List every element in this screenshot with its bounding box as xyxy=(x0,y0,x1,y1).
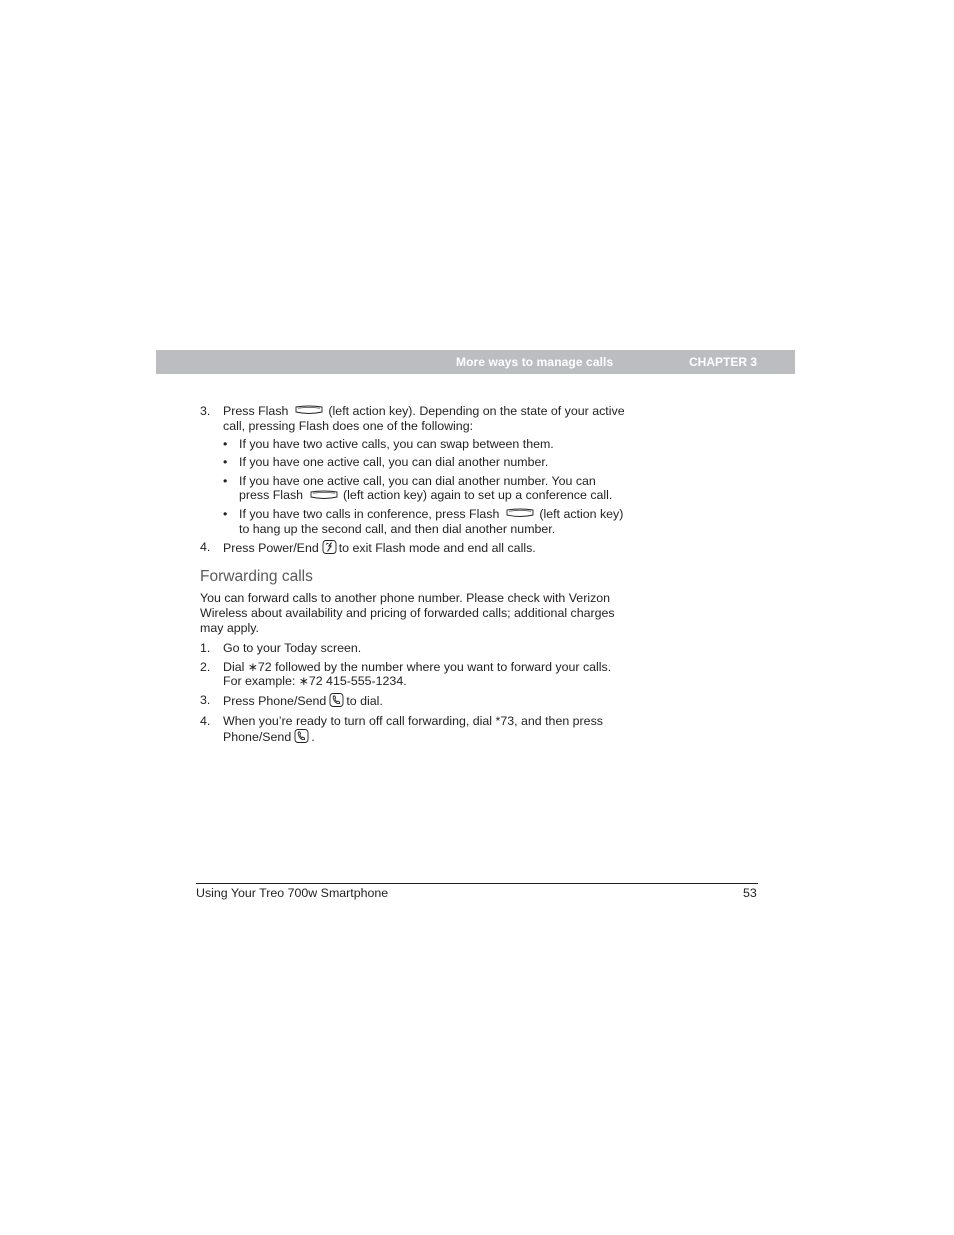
step-number: 3. xyxy=(200,692,211,707)
step-text: Press Flash xyxy=(223,404,289,418)
flash-key-icon xyxy=(505,507,535,522)
forward-step-1 xyxy=(200,641,625,656)
list-item: • If you have two active calls, you can swap between them. xyxy=(223,437,554,452)
step-text: Press Power/End xyxy=(223,541,319,556)
phone-send-icon xyxy=(294,729,309,747)
power-end-icon xyxy=(322,540,337,558)
list-item: • If you have one active call, you can dial another number. You can press Flash (left action key) again to set up a conference call. xyxy=(223,473,613,503)
step-number: 4. xyxy=(200,713,211,728)
bullet-dot: • xyxy=(223,437,228,452)
step-number: 1. xyxy=(200,641,211,656)
star-key-icon: ∗ xyxy=(247,659,258,674)
footer-divider xyxy=(196,883,758,884)
forward-step-2: 2. Dial ∗72 followed by the number where you want to forward your calls. For example: ∗72 415-555-1234. xyxy=(200,659,612,689)
header-chapter-label: CHAPTER 3 xyxy=(689,355,758,369)
flash-key-icon xyxy=(309,489,339,504)
step-4-power-end xyxy=(200,540,625,558)
step-text: to exit Flash mode and end all calls. xyxy=(338,541,536,556)
step-text: (left action key). Depending on the state of your active call, pressing Flash does one of the following: xyxy=(223,404,625,434)
phone-send-icon xyxy=(329,693,344,711)
flash-options-list xyxy=(223,437,625,537)
step-number: 3. xyxy=(200,404,211,418)
step-number: 4. xyxy=(200,540,211,555)
bullet-dot: • xyxy=(223,455,228,470)
forward-step-3: 3. Press Phone/Send to dial. xyxy=(200,693,625,711)
bullet-dot: • xyxy=(223,506,228,521)
list-item: • If you have one active call, you can dial another number. xyxy=(223,455,549,470)
step-text: Go to your Today screen. xyxy=(223,641,362,656)
forwarding-intro: You can forward calls to another phone number. Please check with Verizon Wireless about availability and pricing of forwarded calls; additional charges may apply. xyxy=(200,591,615,635)
section-title-forwarding: Forwarding calls xyxy=(200,568,313,586)
header-section-title: More ways to manage calls xyxy=(456,355,614,369)
bullet-dot: • xyxy=(223,473,228,488)
page-content xyxy=(200,404,625,750)
flash-key-icon xyxy=(294,404,324,419)
step-number: 2. xyxy=(200,659,211,674)
list-item: • If you have two calls in conference, press Flash (left action key) to hang up the second call, and then dial another number. xyxy=(223,506,624,537)
step-3-flash xyxy=(200,404,625,537)
footer-book-title: Using Your Treo 700w Smartphone xyxy=(196,886,389,900)
star-key-icon: ∗ xyxy=(298,674,309,689)
footer-page-number: 53 xyxy=(743,886,757,900)
forward-step-4: 4. When you’re ready to turn off call forwarding, dial *73, and then press Phone/Send . xyxy=(200,714,625,747)
